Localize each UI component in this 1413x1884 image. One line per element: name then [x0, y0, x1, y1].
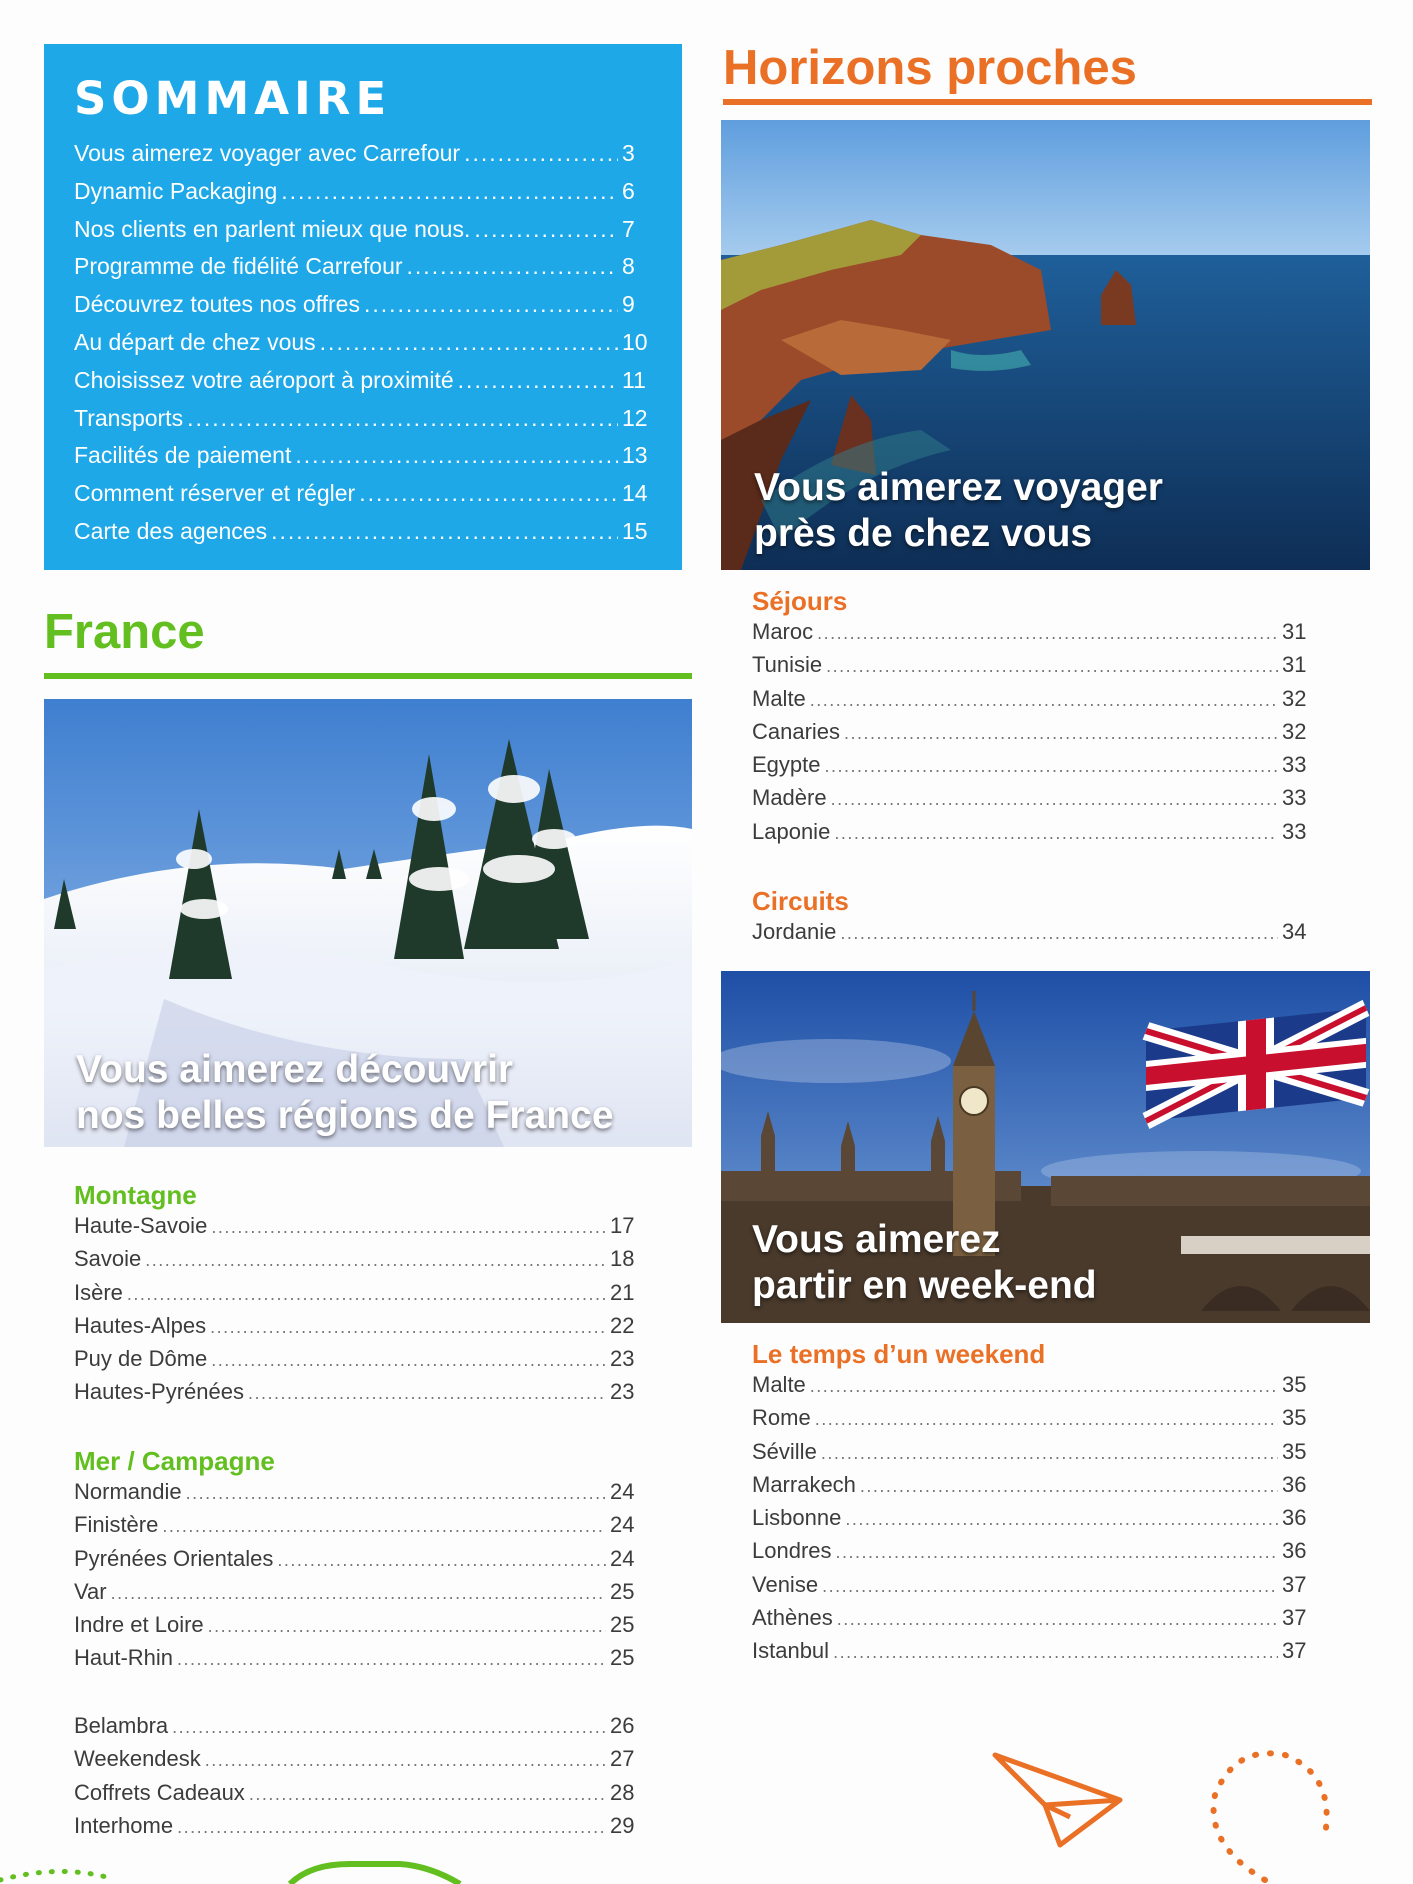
weekend-item-page-number: 37 [1282, 1605, 1307, 1631]
autres-item-label: Weekendesk [74, 1746, 201, 1772]
circuits-item-row [752, 919, 1312, 952]
weekend-item-page-number: 35 [1282, 1438, 1307, 1464]
sejours-item-page-number: 31 [1282, 619, 1307, 644]
sommaire-list [74, 140, 652, 556]
weekend-item-label: Malte [752, 1372, 806, 1397]
mer-campagne-item-row [74, 1546, 640, 1579]
dot-leader [145, 1250, 606, 1271]
france-rule [44, 673, 692, 679]
weekend-item-label: Athènes [752, 1605, 833, 1631]
sejours-item-row [752, 652, 1312, 685]
horizons-caption [754, 465, 1163, 557]
sommaire-item-label: Au départ de chez vous [74, 328, 316, 355]
sejours-item-label: Egypte [752, 752, 821, 778]
weekend-item-row [752, 1538, 1312, 1571]
dot-leader [320, 329, 618, 356]
sejours-item-row [752, 752, 1312, 785]
sejours-item-page-number: 32 [1282, 718, 1307, 744]
weekend-item-label: Séville [752, 1438, 817, 1464]
mer-campagne-item-row [74, 1512, 640, 1545]
autres-item-page-number: 27 [610, 1746, 635, 1772]
weekend-item-page-number: 35 [1282, 1405, 1307, 1431]
weekend-item-row [752, 1439, 1312, 1472]
mer-campagne-item-page-number: 24 [610, 1512, 635, 1538]
france-title: France [44, 605, 205, 659]
autres-item-row [74, 1813, 640, 1846]
montagne-list [74, 1177, 640, 1413]
montagne-heading: Montagne [74, 1180, 197, 1210]
sejours-item-page-number: 33 [1282, 818, 1307, 844]
sommaire-item-row [74, 253, 652, 291]
mer-campagne-item-row [74, 1479, 640, 1512]
dot-leader [836, 1542, 1278, 1563]
dot-leader [810, 1376, 1278, 1397]
montagne-item-page-number: 18 [610, 1246, 635, 1272]
dot-leader [271, 518, 618, 545]
weekend-heading: Le temps d’un weekend [752, 1339, 1046, 1369]
sommaire-item-row [74, 178, 652, 216]
weekend-item-page-number: 36 [1282, 1505, 1307, 1531]
montagne-item-label: Savoie [74, 1246, 142, 1272]
dot-leader [172, 1717, 606, 1738]
sommaire-item-label: Vous aimerez voyager avec Carrefour [74, 140, 461, 166]
autres-item-page-number: 29 [610, 1812, 635, 1838]
sommaire-item-row [74, 405, 652, 443]
sommaire-item-page-number: 8 [622, 253, 635, 280]
france-snow-photo [44, 699, 692, 1147]
london-photo [721, 971, 1370, 1323]
mer-campagne-item-label: Indre et Loire [74, 1612, 204, 1638]
autres-item-page-number: 26 [610, 1713, 635, 1738]
dot-leader [208, 1616, 606, 1637]
weekend-item-row [752, 1605, 1312, 1638]
sommaire-item-label: Programme de fidélité Carrefour [74, 253, 403, 280]
circuits-item-label: Jordanie [752, 919, 837, 944]
sommaire-item-label: Transports [74, 404, 184, 431]
dot-leader [860, 1476, 1278, 1497]
montagne-item-page-number: 17 [610, 1213, 635, 1238]
weekend-caption [752, 1217, 1097, 1309]
mer-campagne-item-row [74, 1612, 640, 1645]
sejours-item-label: Tunisie [752, 652, 823, 678]
mer-campagne-item-row [74, 1645, 640, 1678]
weekend-item-page-number: 36 [1282, 1471, 1307, 1497]
coast-photo [721, 120, 1370, 570]
dot-leader [111, 1583, 606, 1604]
mer-campagne-item-label: Var [74, 1578, 107, 1604]
montagne-item-label: Puy de Dôme [74, 1346, 208, 1372]
dotted-path-icon [1195, 1735, 1345, 1884]
sommaire-item-page-number: 6 [622, 177, 635, 204]
sejours-item-row [752, 686, 1312, 719]
autres-item-row [74, 1780, 640, 1813]
paper-plane-icon [985, 1745, 1135, 1855]
sommaire-item-page-number: 10 [622, 328, 648, 355]
montagne-item-row [74, 1246, 640, 1279]
autres-item-page-number: 28 [610, 1779, 635, 1805]
sommaire-item-row [74, 216, 652, 254]
weekend-item-row [752, 1572, 1312, 1605]
circuits-item-page-number: 34 [1282, 919, 1307, 944]
dot-leader [127, 1284, 606, 1305]
sommaire-item-page-number: 11 [622, 366, 646, 393]
dot-leader [810, 690, 1278, 711]
dot-leader [248, 1383, 606, 1404]
dot-leader [840, 923, 1278, 944]
dot-leader [458, 367, 618, 394]
dot-leader [834, 823, 1278, 844]
montagne-item-page-number: 21 [610, 1279, 635, 1305]
mer-campagne-heading: Mer / Campagne [74, 1446, 275, 1476]
montagne-item-row [74, 1213, 640, 1246]
dot-leader [817, 623, 1278, 644]
weekend-item-row [752, 1372, 1312, 1405]
dot-leader [821, 1443, 1278, 1464]
mer-campagne-item-row [74, 1579, 640, 1612]
mer-campagne-item-label: Finistère [74, 1512, 159, 1538]
sommaire-item-page-number: 14 [622, 480, 648, 507]
dot-leader [205, 1750, 606, 1771]
dot-leader [407, 253, 618, 280]
sommaire-item-row [74, 367, 652, 405]
mer-campagne-item-page-number: 25 [610, 1612, 635, 1638]
horizons-rule [723, 99, 1372, 105]
circuits-heading: Circuits [752, 886, 849, 916]
dot-leader [364, 291, 618, 318]
weekend-item-page-number: 37 [1282, 1638, 1307, 1664]
dot-leader [837, 1609, 1278, 1630]
weekend-item-page-number: 37 [1282, 1571, 1307, 1597]
sommaire-item-page-number: 15 [622, 517, 648, 544]
car-icon [0, 1860, 520, 1884]
sejours-item-row [752, 785, 1312, 818]
sommaire-item-page-number: 9 [622, 291, 635, 318]
horizons-title: Horizons proches [723, 41, 1137, 95]
sejours-item-label: Laponie [752, 818, 831, 844]
sejours-item-page-number: 33 [1282, 752, 1307, 778]
sommaire-item-page-number: 13 [622, 442, 648, 469]
sejours-item-row [752, 619, 1312, 652]
mer-campagne-item-label: Normandie [74, 1479, 182, 1504]
sejours-heading: Séjours [752, 586, 848, 616]
sommaire-item-row [74, 518, 652, 556]
autres-item-label: Belambra [74, 1713, 169, 1738]
weekend-caption-line2: partir en week-end [752, 1264, 1097, 1307]
weekend-item-label: Venise [752, 1571, 819, 1597]
sommaire-item-label: Nos clients en parlent mieux que nous. [74, 215, 471, 242]
weekend-item-row [752, 1405, 1312, 1438]
sejours-item-label: Madère [752, 785, 827, 811]
sejours-item-label: Malte [752, 685, 806, 711]
mer-campagne-item-label: Haut-Rhin [74, 1645, 174, 1671]
dot-leader [249, 1784, 606, 1805]
mer-campagne-item-page-number: 25 [610, 1645, 635, 1671]
montagne-item-page-number: 23 [610, 1379, 635, 1405]
dot-leader [277, 1550, 606, 1571]
weekend-item-label: Lisbonne [752, 1505, 842, 1531]
montagne-item-label: Hautes-Alpes [74, 1312, 207, 1338]
dot-leader [211, 1350, 606, 1371]
dot-leader [844, 723, 1278, 744]
dot-leader [177, 1817, 606, 1838]
sejours-list [752, 583, 1312, 852]
france-caption-line1: Vous aimerez découvrir [76, 1048, 514, 1091]
dot-leader [826, 656, 1278, 677]
weekend-list [752, 1336, 1312, 1672]
autres-item-label: Interhome [74, 1812, 174, 1838]
mer-campagne-item-label: Pyrénées Orientales [74, 1545, 274, 1571]
sommaire-item-label: Carte des agences [74, 517, 268, 544]
sejours-item-page-number: 33 [1282, 785, 1307, 811]
horizons-caption-line1: Vous aimerez voyager [754, 466, 1163, 509]
dot-leader [211, 1217, 606, 1238]
sommaire-item-label: Dynamic Packaging [74, 177, 278, 204]
dot-leader [833, 1642, 1278, 1663]
montagne-item-row [74, 1379, 640, 1412]
mer-campagne-item-page-number: 25 [610, 1578, 635, 1604]
sommaire-item-page-number: 12 [622, 404, 648, 431]
dot-leader [177, 1649, 606, 1670]
horizons-caption-line2: près de chez vous [754, 512, 1093, 555]
montagne-item-row [74, 1346, 640, 1379]
montagne-item-label: Isère [74, 1279, 123, 1305]
autres-item-row [74, 1746, 640, 1779]
sommaire-item-row [74, 140, 652, 178]
sommaire-item-row [74, 329, 652, 367]
sejours-item-label: Maroc [752, 619, 814, 644]
sommaire-item-label: Comment réserver et régler [74, 480, 356, 507]
mer-campagne-list [74, 1443, 640, 1679]
montagne-item-page-number: 23 [610, 1346, 635, 1372]
autres-list [74, 1713, 640, 1846]
sommaire-item-row [74, 442, 652, 480]
dot-leader [359, 480, 618, 507]
montagne-item-label: Hautes-Pyrénées [74, 1379, 244, 1405]
weekend-item-label: Istanbul [752, 1638, 830, 1664]
mer-campagne-item-page-number: 24 [610, 1479, 635, 1504]
montagne-item-label: Haute-Savoie [74, 1213, 208, 1238]
montagne-item-page-number: 22 [610, 1312, 635, 1338]
sommaire-item-page-number: 7 [622, 215, 635, 242]
dot-leader [822, 1576, 1278, 1597]
autres-item-label: Coffrets Cadeaux [74, 1779, 245, 1805]
weekend-item-label: Marrakech [752, 1471, 856, 1497]
dot-leader [825, 756, 1279, 777]
dot-leader [831, 789, 1278, 810]
weekend-item-row [752, 1638, 1312, 1671]
sejours-item-row [752, 819, 1312, 852]
sommaire-box [44, 44, 682, 570]
dot-leader [815, 1409, 1278, 1430]
montagne-item-row [74, 1313, 640, 1346]
weekend-item-label: Rome [752, 1405, 811, 1431]
montagne-item-row [74, 1280, 640, 1313]
dot-leader [162, 1516, 606, 1537]
weekend-item-page-number: 36 [1282, 1538, 1307, 1564]
sommaire-item-row [74, 480, 652, 518]
sejours-item-row [752, 719, 1312, 752]
dot-leader [464, 140, 618, 167]
dot-leader [186, 1483, 606, 1504]
sommaire-item-row [74, 291, 652, 329]
weekend-item-page-number: 35 [1282, 1372, 1307, 1397]
dot-leader [474, 216, 618, 243]
france-caption [76, 1047, 614, 1139]
dot-leader [281, 178, 618, 205]
circuits-list [752, 883, 1312, 952]
dot-leader [845, 1509, 1278, 1530]
weekend-item-row [752, 1472, 1312, 1505]
mer-campagne-item-page-number: 24 [610, 1545, 635, 1571]
weekend-caption-line1: Vous aimerez [752, 1218, 1001, 1261]
sommaire-item-page-number: 3 [622, 140, 635, 166]
dot-leader [295, 442, 618, 469]
weekend-item-row [752, 1505, 1312, 1538]
sejours-item-label: Canaries [752, 718, 841, 744]
weekend-item-label: Londres [752, 1538, 832, 1564]
sommaire-title: SOMMAIRE [74, 72, 392, 125]
sejours-item-page-number: 32 [1282, 685, 1307, 711]
sommaire-item-label: Facilités de paiement [74, 442, 292, 469]
france-caption-line2: nos belles régions de France [76, 1094, 614, 1137]
autres-item-row [74, 1713, 640, 1746]
sommaire-item-label: Choisissez votre aéroport à proximité [74, 366, 454, 393]
dot-leader [187, 405, 618, 432]
sejours-item-page-number: 31 [1282, 652, 1307, 678]
dot-leader [210, 1317, 606, 1338]
sommaire-item-label: Découvrez toutes nos offres [74, 291, 360, 318]
